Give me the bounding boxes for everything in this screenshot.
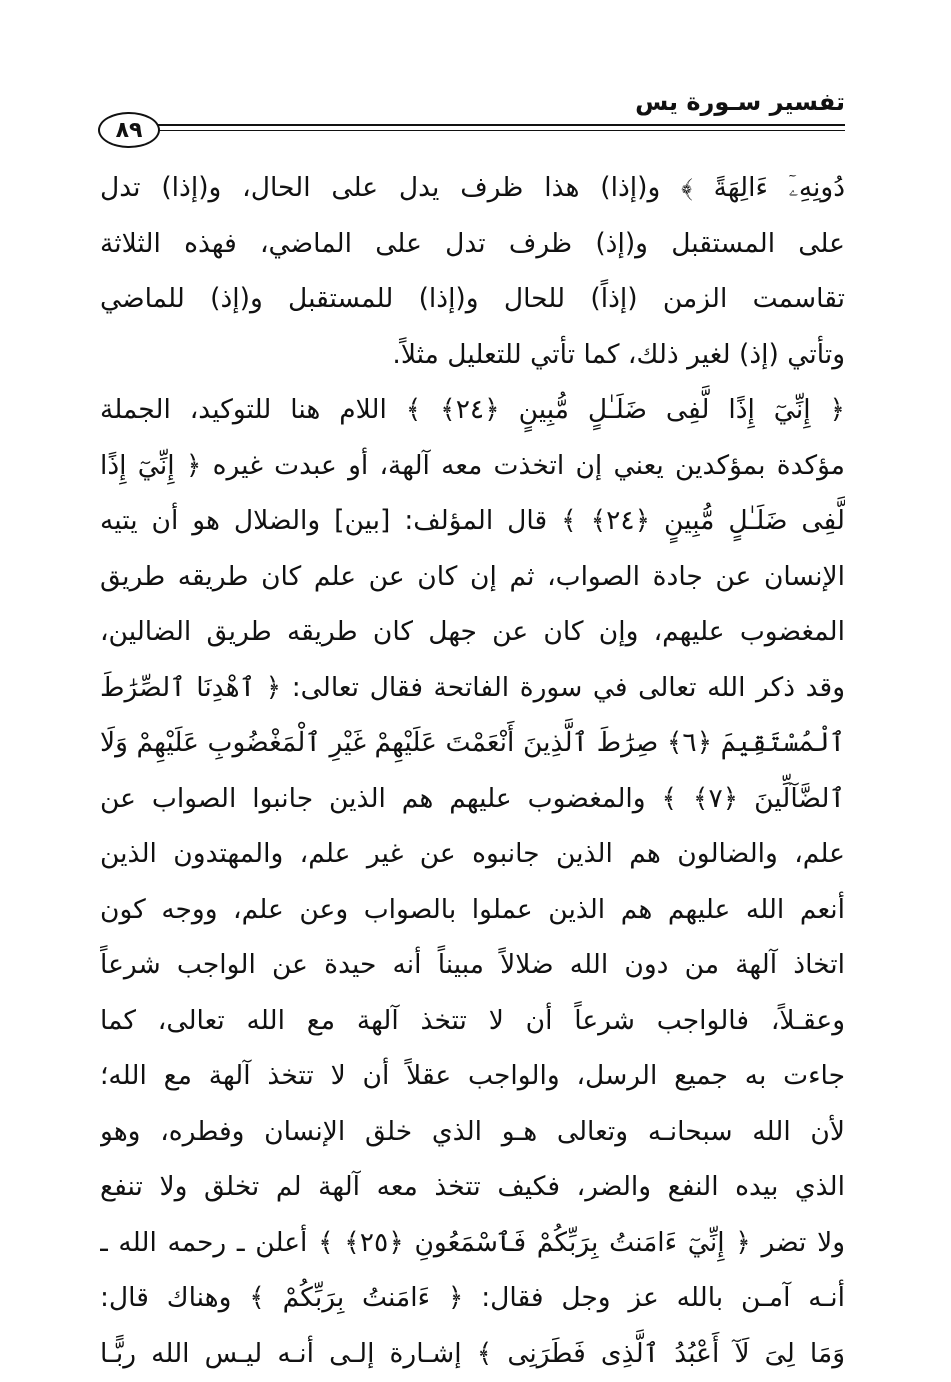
header-rule bbox=[150, 124, 845, 126]
text-line: ولا تضر ﴿ إِنِّيٓ ءَامَنتُ بِرَبِّكُمْ فَٱسْمَعُونِ ﴿٢٥﴾ ﴾ أعلن ـ رحمه الله ـ bbox=[100, 1226, 845, 1258]
text-line: وقد ذكر الله تعالى في سورة الفاتحة فقال تعالى: ﴿ ٱهْدِنَا ٱلصِّرَٰطَ bbox=[100, 671, 845, 703]
text-line: جاءت به جميع الرسل، والواجب عقلاً أن لا تتخذ آلهة مع الله؛ bbox=[100, 1060, 845, 1091]
text-line: تقاسمت الزمن (إذاً) للحال و(إذا) للمستقبل و(إذ) للماضي bbox=[100, 283, 845, 314]
header-rule-thin bbox=[150, 130, 845, 131]
text-line: على المستقبل و(إذ) ظرف تدل على الماضي، فهذه الثلاثة bbox=[100, 227, 845, 259]
body-text bbox=[100, 160, 845, 1369]
text-line: الإنسان عن جادة الصواب، ثم إن كان عن علم كان طريقه طريق bbox=[100, 560, 845, 592]
text-line: دُونِهِۦٓ ءَالِهَةً ﴾ و(إذا) هذا ظرف يدل على الحال، و(إذا) تدل bbox=[100, 172, 845, 203]
running-head-title: تفسير سـورة يس bbox=[635, 88, 845, 116]
text-line: اتخاذ آلهة من دون الله ضلالاً مبيناً أنه حيدة عن الواجب شرعاً bbox=[100, 949, 845, 980]
text-line: أنعم الله عليهم هم الذين عملوا بالصواب وعن علم، ووجه كون bbox=[100, 893, 845, 925]
text-line: لَّفِى ضَلَـٰلٍ مُّبِينٍ ﴿٢٤﴾ ﴾ قال المؤلف: [بين] والضلال هو أن يتيه bbox=[100, 505, 845, 536]
text-line: وعقـلاً، فالواجب شرعاً أن لا تتخذ آلهة مع الله تعالى، كما bbox=[100, 1004, 845, 1036]
text-line: الذي بيده النفع والضر، فكيف تتخذ معه آلهة لم تخلق ولا تنفع bbox=[100, 1171, 845, 1202]
text-line: وَمَا لِىَ لَآ أَعْبُدُ ٱلَّذِى فَطَرَنِى ﴾ إشـارة إلـى أنـه ليـس الله ربًّـا bbox=[100, 1337, 845, 1369]
text-line: أنـه آمـن بالله عز وجل فقال: ﴿ ءَامَنتُ بِرَبِّكُمْ ﴾ وهناك قال: bbox=[100, 1282, 845, 1313]
text-line: لأن الله سبحانـه وتعالى هـو الذي خلق الإنسان وفطره، وهو bbox=[100, 1115, 845, 1147]
text-line: المغضوب عليهم، وإن كان عن جهل كان طريقه طريق الضالين، bbox=[100, 616, 845, 647]
text-line: مؤكدة بمؤكدين يعني إن اتخذت معه آلهة، أو عبدت غيره ﴿ إِنِّيٓ إِذًا bbox=[100, 449, 845, 481]
text-line: علم، والضالون هم الذين جانبوه عن غير علم، والمهتدون الذين bbox=[100, 838, 845, 869]
text-line: ٱلضَّآلِّينَ ﴿٧﴾ ﴾ والمغضوب عليهم هم الذين جانبوا الصواب عن bbox=[100, 782, 845, 814]
quran-verse-line: ٱلْمُسْتَقِيمَ ﴿٦﴾ صِرَٰطَ ٱلَّذِينَ أَنْعَمْتَ عَلَيْهِمْ غَيْرِ ٱلْمَغْضُوبِ عَلَيْهِمْ وَلَا bbox=[100, 727, 845, 758]
page-number: ٨٩ bbox=[98, 112, 160, 148]
text-line: وتأتي (إذ) لغير ذلك، كما تأتي للتعليل مثلاً. bbox=[392, 338, 845, 370]
text-line: ﴿ إِنِّيٓ إِذًا لَّفِى ضَلَـٰلٍ مُّبِينٍ ﴿٢٤﴾ ﴾ اللام هنا للتوكيد، الجملة bbox=[100, 394, 845, 425]
